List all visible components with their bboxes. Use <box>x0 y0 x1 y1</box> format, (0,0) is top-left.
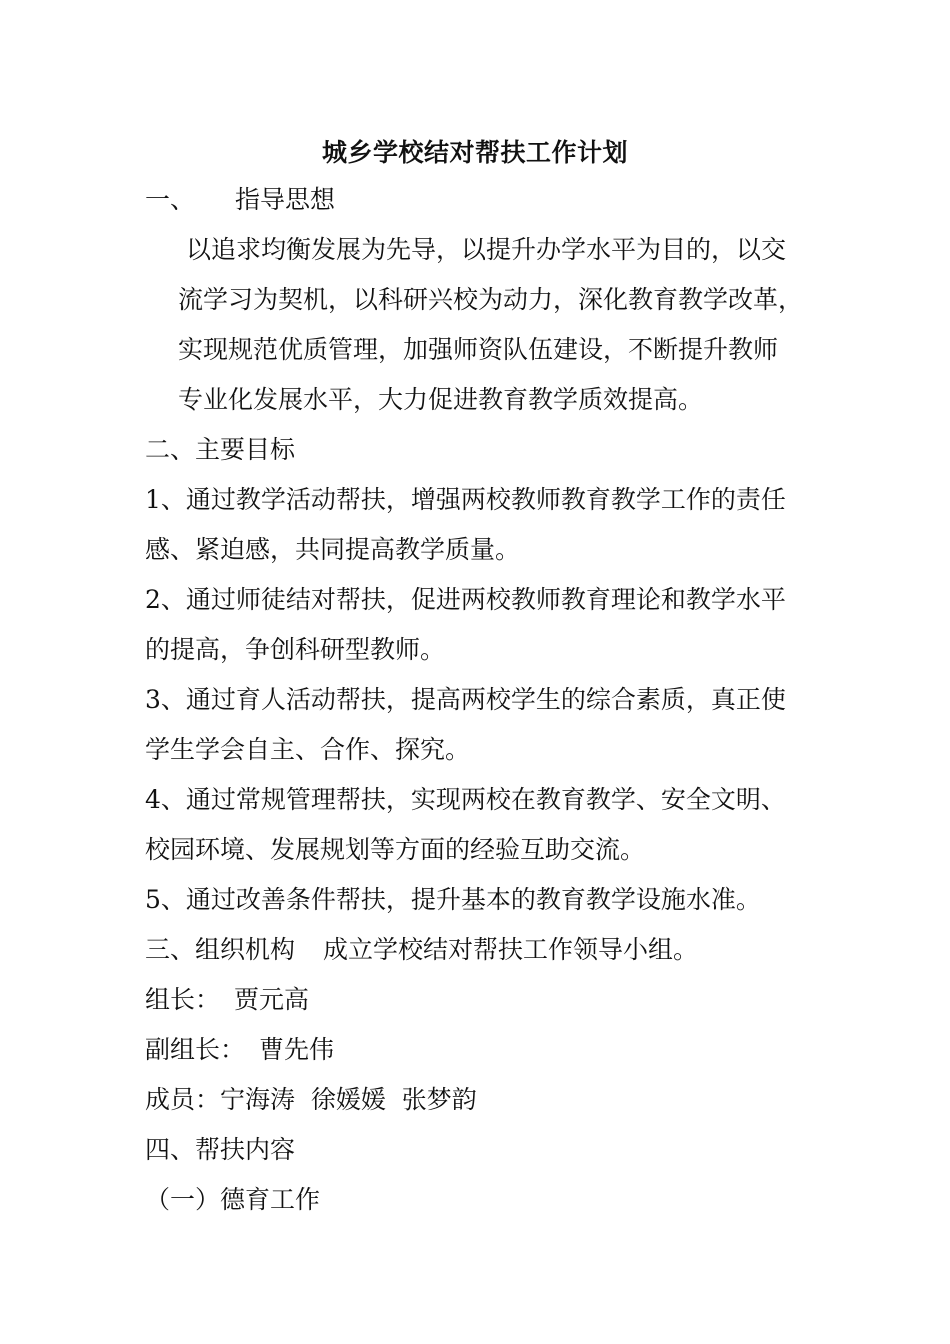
section3-heading-text: 成立学校结对帮扶工作领导小组。 <box>323 935 699 964</box>
document-title: 城乡学校结对帮扶工作计划 <box>321 138 628 167</box>
section1-paragraph-line: 专业化发展水平，大力促进教育教学质效提高。 <box>178 385 704 414</box>
section1-paragraph-line: 以追求均衡发展为先导，以提升办学水平为目的，以交 <box>186 235 787 264</box>
section1-heading <box>145 184 335 216</box>
section1-number: 一、 <box>145 185 196 214</box>
deputy-name: 曹先伟 <box>259 1035 335 1064</box>
section4-heading: 四、帮扶内容 <box>145 1135 296 1164</box>
section2-line: 的提高，争创科研型教师。 <box>145 635 446 664</box>
members-line <box>145 1084 477 1116</box>
section2-line: 校园环境、发展规划等方面的经验互助交流。 <box>145 835 646 864</box>
section2-line: 3、通过育人活动帮扶，提高两校学生的综合素质，真正使 <box>145 685 786 714</box>
leader-name: 贾元高 <box>234 985 310 1014</box>
members-names: 宁海涛 徐媛媛 张梦韵 <box>220 1085 477 1114</box>
section1-paragraph-line: 实现规范优质管理，加强师资队伍建设，不断提升教师 <box>178 335 779 364</box>
section2-line: 1、通过教学活动帮扶，增强两校教师教育教学工作的责任 <box>145 485 786 514</box>
deputy-line <box>145 1034 334 1066</box>
section1-paragraph-line: 流学习为契机，以科研兴校为动力，深化教育教学改革， <box>178 285 804 314</box>
section2-line: 5、通过改善条件帮扶，提升基本的教育教学设施水准。 <box>145 885 761 914</box>
section2-line: 2、通过师徒结对帮扶，促进两校教师教育理论和教学水平 <box>145 585 786 614</box>
leader-line <box>145 984 309 1016</box>
section4-subheading: （一）德育工作 <box>145 1185 321 1214</box>
section3-heading <box>145 934 698 966</box>
section2-line: 4、通过常规管理帮扶，实现两校在教育教学、安全文明、 <box>145 785 786 814</box>
section2-heading: 二、主要目标 <box>145 435 296 464</box>
section1-title: 指导思想 <box>235 185 336 214</box>
section2-line: 学生学会自主、合作、探究。 <box>145 735 471 764</box>
leader-label: 组长： <box>145 985 221 1014</box>
section2-line: 感、紧迫感，共同提高教学质量。 <box>145 535 521 564</box>
section3-title: 三、组织机构 <box>145 935 296 964</box>
members-label: 成员： <box>145 1085 221 1114</box>
deputy-label: 副组长： <box>145 1035 246 1064</box>
